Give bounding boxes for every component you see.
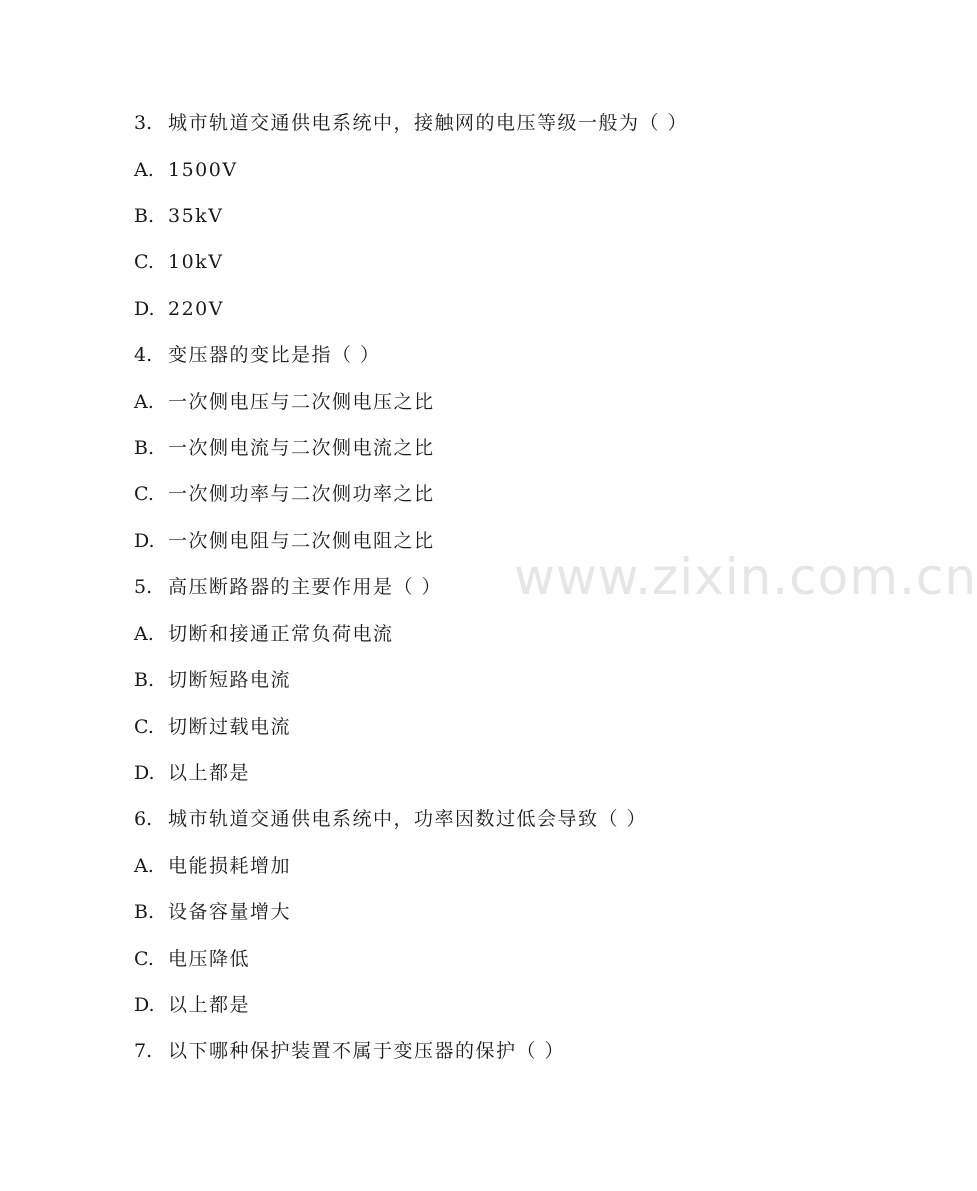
- option-text: 一次侧电流与二次侧电流之比: [168, 437, 435, 459]
- option-text: 10kV: [168, 251, 224, 273]
- option-letter: A.: [134, 159, 154, 181]
- option-6a: [134, 851, 291, 881]
- option-letter: C.: [134, 716, 154, 738]
- option-text: 电能损耗增加: [168, 855, 292, 877]
- option-letter: D.: [134, 530, 155, 552]
- question-7: [134, 1036, 565, 1066]
- option-letter: A.: [134, 391, 154, 413]
- option-3b: [134, 201, 223, 231]
- option-text: 切断过载电流: [168, 716, 292, 738]
- question-number: 3.: [134, 112, 153, 134]
- option-text: 35kV: [168, 205, 224, 227]
- option-letter: B.: [134, 669, 155, 691]
- question-number: 4.: [134, 344, 153, 366]
- option-letter: C.: [134, 483, 154, 505]
- question-6: [134, 804, 647, 834]
- option-text: 切断和接通正常负荷电流: [168, 623, 394, 645]
- question-number: 7.: [134, 1040, 153, 1062]
- option-text: 一次侧功率与二次侧功率之比: [168, 483, 435, 505]
- option-text: 切断短路电流: [168, 669, 292, 691]
- option-letter: D.: [134, 762, 155, 784]
- option-5a: [134, 619, 394, 649]
- option-5b: [134, 665, 291, 695]
- option-letter: B.: [134, 901, 155, 923]
- option-letter: C.: [134, 948, 154, 970]
- option-4a: [134, 387, 435, 417]
- question-3: [134, 108, 688, 138]
- option-3d: [134, 294, 224, 324]
- option-text: 以上都是: [168, 762, 251, 784]
- option-letter: B.: [134, 205, 155, 227]
- option-text: 220V: [168, 298, 224, 320]
- option-6d: [134, 990, 250, 1020]
- option-letter: A.: [134, 623, 154, 645]
- option-4d: [134, 526, 435, 556]
- option-text: 一次侧电阻与二次侧电阻之比: [168, 530, 435, 552]
- option-letter: C.: [134, 251, 154, 273]
- option-text: 1500V: [168, 159, 238, 181]
- watermark: www.zixin.com.cn: [514, 548, 977, 606]
- option-3a: [134, 155, 238, 185]
- option-letter: A.: [134, 855, 154, 877]
- question-stem: 城市轨道交通供电系统中，接触网的电压等级一般为（ ）: [168, 112, 689, 134]
- question-5: [134, 572, 442, 602]
- question-stem: 变压器的变比是指（ ）: [168, 344, 381, 366]
- option-text: 设备容量增大: [168, 901, 292, 923]
- option-letter: D.: [134, 994, 155, 1016]
- option-6c: [134, 944, 250, 974]
- question-number: 6.: [134, 808, 153, 830]
- question-stem: 高压断路器的主要作用是（ ）: [168, 576, 443, 598]
- option-5c: [134, 712, 291, 742]
- option-4b: [134, 433, 435, 463]
- option-5d: [134, 758, 250, 788]
- question-stem: 城市轨道交通供电系统中，功率因数过低会导致（ ）: [168, 808, 648, 830]
- option-text: 一次侧电压与二次侧电压之比: [168, 391, 435, 413]
- option-3c: [134, 247, 223, 277]
- question-4: [134, 340, 381, 370]
- option-4c: [134, 479, 435, 509]
- option-letter: B.: [134, 437, 155, 459]
- option-6b: [134, 897, 291, 927]
- option-text: 电压降低: [168, 948, 251, 970]
- question-number: 5.: [134, 576, 153, 598]
- question-stem: 以下哪种保护装置不属于变压器的保护（ ）: [168, 1040, 566, 1062]
- option-text: 以上都是: [168, 994, 251, 1016]
- option-letter: D.: [134, 298, 155, 320]
